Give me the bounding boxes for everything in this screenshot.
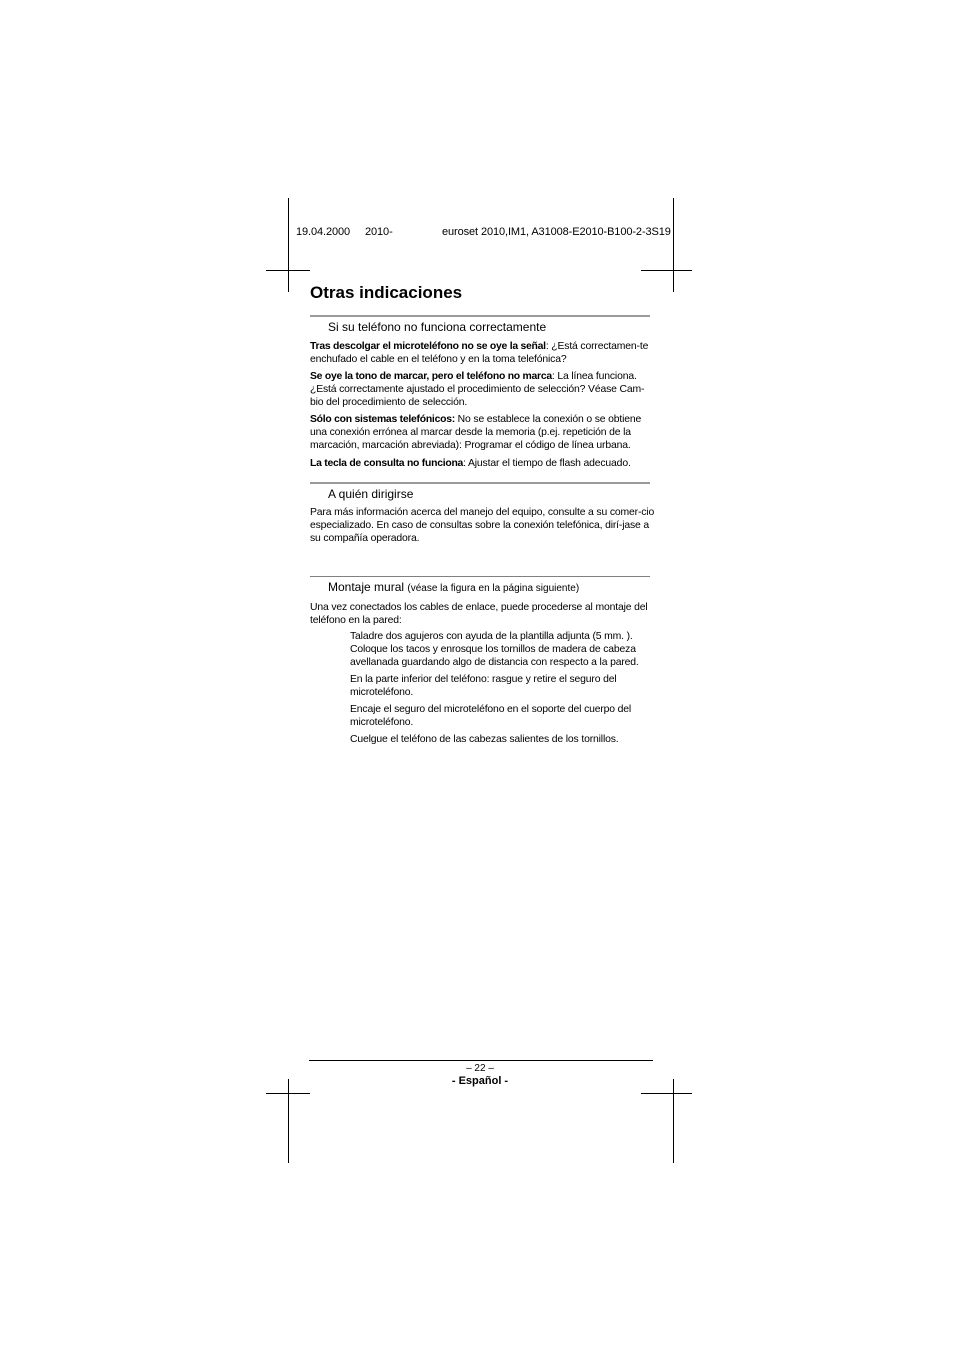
page-title: Otras indicaciones [310, 283, 463, 302]
footer-divider [309, 1060, 653, 1061]
contact-text: Para más información acerca del manejo del equipo, consulte a su comer-cio especializado. En caso de consultas sobre la conexión telefónica, dirí-jase a su compañía operadora. [310, 507, 655, 544]
section-divider [310, 315, 650, 317]
troubleshooting-item-label: Tras descolgar el microteléfono no se oye la señal [310, 341, 546, 352]
troubleshooting-item-text: No se establece la conexión o se obtiene una conexión errónea al marcar desde la memoria (p.ej. repetición de la marcación, marcación abreviada): Programar el código de línea urbana. [310, 414, 642, 451]
crop-mark-top-left-vertical [288, 198, 289, 292]
header-code: 2010- [365, 226, 393, 238]
crop-mark-bottom-right-horizontal [641, 1093, 692, 1094]
troubleshooting-item [310, 340, 656, 366]
header-document-id: euroset 2010,IM1, A31008-E2010-B100-2-3S19 [442, 226, 671, 238]
crop-mark-top-left-horizontal [266, 270, 310, 271]
troubleshooting-item-label: Se oye la tono de marcar, pero el teléfono no marca [310, 371, 552, 382]
footer-language: - Español - [451, 1075, 509, 1087]
section-divider [310, 482, 650, 484]
crop-mark-top-right-vertical [673, 198, 674, 292]
mounting-step: En la parte inferior del teléfono: rasgue y retire el seguro del microteléfono. [350, 674, 617, 698]
crop-mark-top-right-horizontal [641, 270, 692, 271]
troubleshooting-item-text: : Ajustar el tiempo de flash adecuado. [463, 458, 631, 469]
mounting-intro: Una vez conectados los cables de enlace, puede procederse al montaje del teléfono en la pared: [310, 602, 648, 626]
mounting-step: Taladre dos agujeros con ayuda de la plantilla adjunta (5 mm. ). Coloque los tacos y enrosque los tornillos de madera de cabeza avellanada guardando algo de distancia con respecto a la pared. [350, 631, 639, 668]
mounting-heading-label: Montaje mural [328, 580, 405, 594]
header-date: 19.04.2000 [296, 226, 351, 238]
troubleshooting-heading: Si su teléfono no funciona correctamente [328, 320, 547, 334]
troubleshooting-item [310, 413, 656, 452]
mounting-heading [328, 580, 579, 596]
troubleshooting-item-text: : ¿Está correctamen-te enchufado el cable en el teléfono y en la toma telefónica? [310, 341, 649, 365]
troubleshooting-item [310, 457, 656, 470]
section-divider [310, 576, 650, 577]
crop-mark-bottom-right-vertical [673, 1079, 674, 1163]
troubleshooting-item-label: La tecla de consulta no funciona [310, 458, 464, 469]
crop-mark-bottom-left-horizontal [266, 1093, 310, 1094]
mounting-step: Encaje el seguro del microteléfono en el soporte del cuerpo del microteléfono. [350, 704, 632, 728]
crop-mark-bottom-left-vertical [288, 1079, 289, 1163]
mounting-step: Cuelgue el teléfono de las cabezas salientes de los tornillos. [350, 734, 619, 745]
page-number: – 22 – [466, 1063, 494, 1074]
troubleshooting-item-label: Sólo con sistemas telefónicos: [310, 414, 455, 425]
troubleshooting-item [310, 370, 656, 409]
mounting-heading-note: (véase la figura en la página siguiente) [407, 583, 580, 594]
contact-heading: A quién dirigirse [328, 487, 414, 501]
troubleshooting-item-text: : La línea funciona. ¿Está correctamente ajustado el procedimiento de selección? Véase Cam-bio del procedimiento de selección. [310, 371, 645, 408]
